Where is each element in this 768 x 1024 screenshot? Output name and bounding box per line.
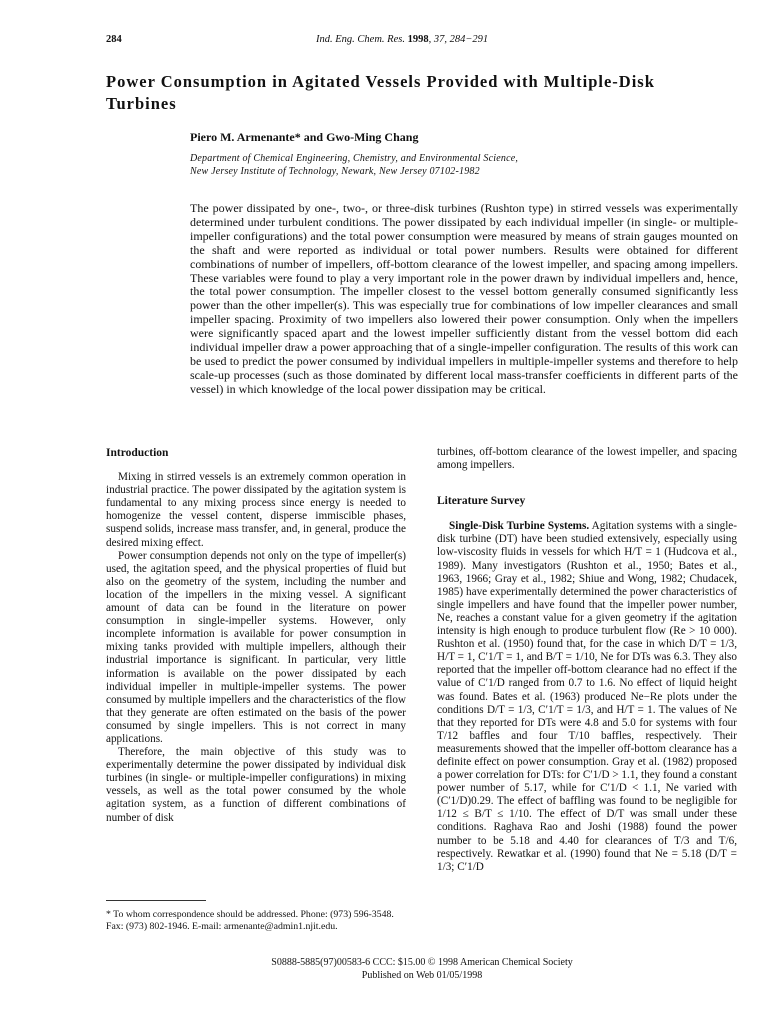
body-paragraph (437, 520, 737, 874)
publication-date-line: Published on Web 01/05/1998 (361, 970, 483, 981)
body-paragraph: Mixing in stirred vessels is an extremely common operation in industrial practice. The power dissipated by the agitation system is fundamental to any mixing process since energy is needed to homogenize the vessel content, disperse immiscible phases, suspend solids, increase mass transfer, and, in general, produce the desired mixing effect. (106, 471, 406, 549)
journal-name: Ind. Eng. Chem. Res. (316, 34, 405, 45)
page-footer (106, 956, 738, 982)
runin-heading: Single-Disk Turbine Systems. (449, 520, 590, 533)
affiliation-line: New Jersey Institute of Technology, Newark, New Jersey 07102-1982 (190, 166, 480, 177)
journal-citation: Ind. Eng. Chem. Res. 1998, 37, 284−291 (316, 34, 489, 45)
body-paragraph: Power consumption depends not only on the type of impeller(s) used, the agitation speed, and the physical properties of fluid but also on the geometry of the system, including the number and location of the impellers in the mixing vessel. A significant amount of data can be found in the literature on power consumption in single-impeller systems. However, only incomplete information is available for power consumption in mixing tanks provided with multiple impellers, although their industrial importance is significant. In particular, very little information is available on the power dissipated by each individual impeller in multiple-impeller systems. The power consumed by multiple impellers and the characteristics of the flow that they generate are often estimated on the basis of the power consumed by single impellers. This is not correct in many applications. (106, 549, 406, 745)
running-head (106, 34, 662, 50)
body-paragraph: Therefore, the main objective of this study was to experimentally determine the power dissipated by individual disk turbines (in single- or multiple-impeller configurations) in mixing vessels, as well as the total power consumed by the whole agitation system, as a function of different combinations of number of disk (106, 746, 406, 824)
affiliation-line: Department of Chemical Engineering, Chemistry, and Environmental Science, (190, 153, 519, 164)
journal-pages: 284−291 (449, 34, 489, 45)
body-paragraph-continued: turbines, off-bottom clearance of the lowest impeller, and spacing among impellers. (437, 446, 737, 472)
body-paragraph-text: Agitation systems with a single-disk turbine (DT) have been studied extensively, especially using low-viscosity fluids in vessels for which H/T = 1 (Hudcova et al., 1989). Many investigators (Rushton et al., 1950; Bates et al., 1963, 1966; Gray et al., 1982; Shiue and Wong, 1982; Chudacek, 1985) have experimentally determined the power characteristics of single impellers and have found that the impeller power number, Ne, reaches a constant value for a given geometry if the agitation intensity is high enough to produce turbulent flow (Re > 10 000). Rushton et al. (1950) found that, for the case in which D/T = 1/3, H/T = 1, C′1/T = 1, and B/T = 1/10, Ne for DTs was 6.3. They also reported that the impeller off-bottom clearance had no effect if the value of C′1/D ranged from 0.7 to 1.6. No effect of liquid height was found. Bates et al. (1963) produced Ne−Re plots under the conditions D/T = 1/3, C′1/T = 1/3, and H/T = 1. The values of Ne that they reported for DTs were 4.8 and 5.0 for systems with four T/12 baffles and four T/10 baffles, respectively. Their measurements showed that the impeller off-bottom clearance has a definite effect on power consumption. Gray et al. (1982) proposed a power correlation for DTs: for C′1/D > 1.1, they found a constant power number of 5.17, while for C′1/D < 1.1, Ne varied with (C′1/D)0.29. The effect of baffling was found to be negligible for 1/12 ≤ B/T ≤ 1/10. The effect of D/T was small under these conditions. Raghava Rao and Joshi (1988) found the power number to be 5.18 and 4.40 for clearances of T/3 and T/6, respectively. Rewatkar et al. (1990) found that Ne = 5.18 (D/T = 1/3; C′1/D (437, 520, 738, 873)
affiliation (190, 152, 660, 178)
section-heading-literature-survey: Literature Survey (437, 495, 526, 508)
author-list: Piero M. Armenante* and Gwo-Ming Chang (190, 130, 419, 144)
page-number: 284 (106, 34, 122, 45)
right-column (437, 446, 737, 874)
journal-year: 1998 (407, 34, 429, 45)
copyright-line: S0888-5885(97)00583-6 CCC: $15.00 © 1998 American Chemical Society (271, 957, 573, 968)
journal-volume: 37 (433, 34, 445, 45)
paper-title: Power Consumption in Agitated Vessels Provided with Multiple-Disk Turbines (106, 72, 655, 113)
abstract: The power dissipated by one-, two-, or three-disk turbines (Rushton type) in stirred vessels was experimentally determined under turbulent conditions. The power dissipated by each individual impeller (in single- or multiple-impeller configurations) and the total power consumption were measured by means of strain gauges mounted on the shaft and were reported as individual or total power numbers. Results were obtained for different combinations of number of impellers, off-bottom clearance of the lowest impeller, and spacing among impellers. These variables were found to play a very important role in the power drawn by individual impellers and, hence, the total power consumption. The impeller closest to the vessel bottom generally consumed significantly less power than the other impeller(s). This was especially true for combinations of low impeller clearances and small impeller spacing. Proximity of two impellers also lowered their power consumption. Only when the impellers were significantly spaced apart and the lowest impeller sufficiently distant from the vessel bottom did each individual impeller draw a power approaching that of a single-impeller configuration. The results of this work can be used to predict the power consumed by individual impellers in multiple-impeller systems and therefore to help scale-up processes (such as those dominated by different local mass-transfer coefficients in different parts of the vessel) in which knowledge of the local power dissipation may be critical. (190, 201, 738, 396)
correspondence-footnote: * To whom correspondence should be addressed. Phone: (973) 596-3548. Fax: (973) 802-1946. E-mail: armenante@admin1.njit.edu. (106, 909, 394, 932)
left-column (106, 446, 406, 825)
section-heading-introduction: Introduction (106, 447, 169, 459)
footnote-divider (106, 900, 206, 901)
